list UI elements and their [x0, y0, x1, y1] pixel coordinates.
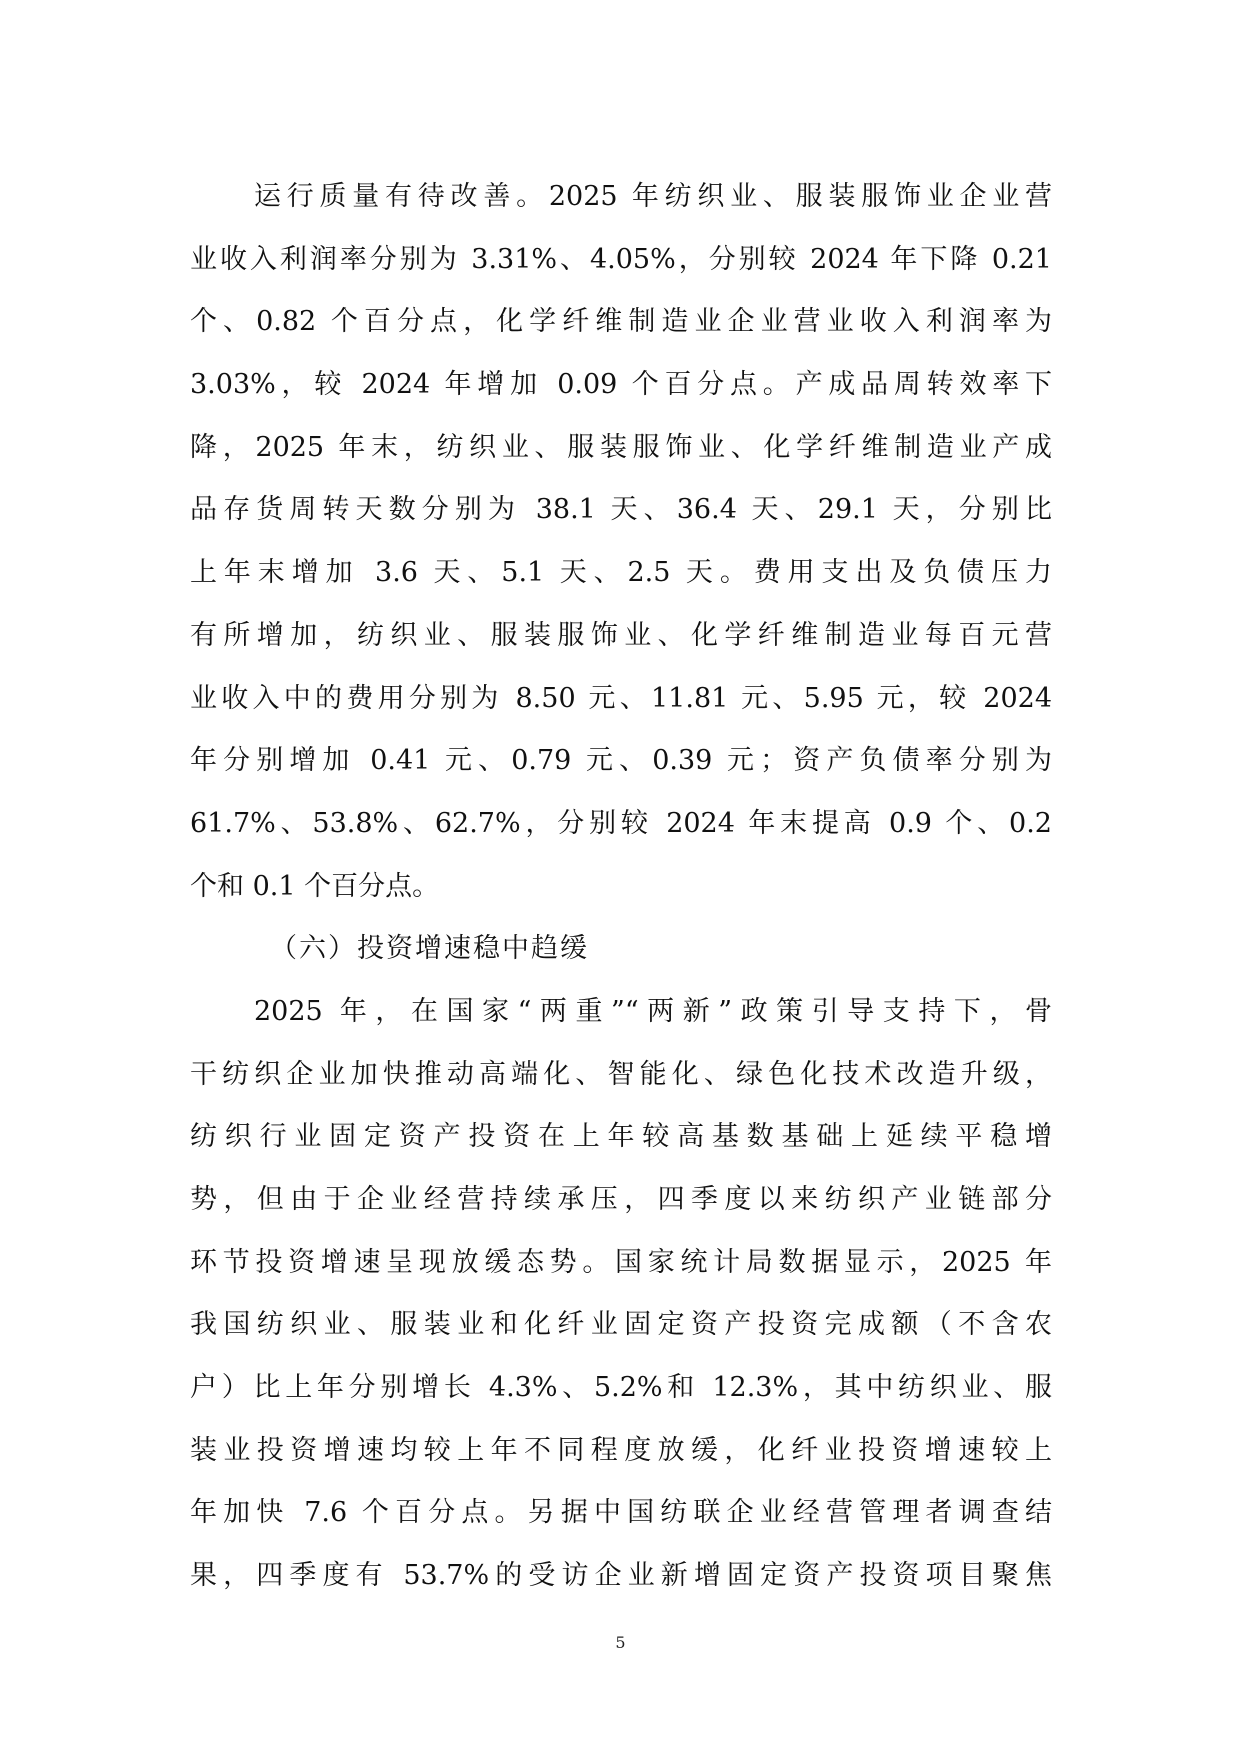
paragraph-line: 个、0.82 个百分点，化学纤维制造业企业营业收入利润率为 — [190, 306, 1052, 338]
paragraph-line: 上年末增加 3.6 天、5.1 天、2.5 天。费用支出及负债压力 — [190, 557, 1052, 589]
paragraph-line: 果，四季度有 53.7%的受访企业新增固定资产投资项目聚焦 — [190, 1560, 1052, 1592]
paragraph-line: 环节投资增速呈现放缓态势。国家统计局数据显示，2025 年 — [190, 1246, 1052, 1278]
paragraph-line: 我国纺织业、服装业和化纤业固定资产投资完成额（不含农 — [190, 1309, 1052, 1341]
page-number: 5 — [615, 1633, 626, 1652]
paragraph-line: 业收入利润率分别为 3.31%、4.05%，分别较 2024 年下降 0.21 — [190, 243, 1052, 275]
paragraph-line: 个和 0.1 个百分点。 — [190, 870, 440, 902]
paragraph-line: 2025 年，在国家“两重”“两新”政策引导支持下，骨 — [254, 995, 1052, 1027]
paragraph-line: 装业投资增速均较上年不同程度放缓，化纤业投资增速较上 — [190, 1434, 1052, 1466]
page-content — [190, 166, 1052, 1608]
paragraph-line: 年分别增加 0.41 元、0.79 元、0.39 元；资产负债率分别为 — [190, 745, 1052, 777]
paragraph-line: 3.03%，较 2024 年增加 0.09 个百分点。产成品周转效率下 — [190, 369, 1052, 401]
paragraph-line: 61.7%、53.8%、62.7%，分别较 2024 年末提高 0.9 个、0.2 — [190, 807, 1052, 839]
paragraph-line: 业收入中的费用分别为 8.50 元、11.81 元、5.95 元，较 2024 — [190, 682, 1052, 714]
paragraph-line: 纺织行业固定资产投资在上年较高基数基础上延续平稳增 — [190, 1121, 1052, 1153]
paragraph-line: 势，但由于企业经营持续承压，四季度以来纺织产业链部分 — [190, 1184, 1052, 1215]
section-heading: （六）投资增速稳中趋缓 — [270, 933, 589, 965]
paragraph-line: 干纺织企业加快推动高端化、智能化、绿色化技术改造升级， — [190, 1058, 1052, 1090]
paragraph-line: 有所增加，纺织业、服装服饰业、化学纤维制造业每百元营 — [190, 619, 1052, 651]
paragraph-line: 降，2025 年末，纺织业、服装服饰业、化学纤维制造业产成 — [190, 431, 1052, 463]
paragraph-line: 户）比上年分别增长 4.3%、5.2%和 12.3%，其中纺织业、服 — [190, 1372, 1052, 1404]
paragraph-line: 年加快 7.6 个百分点。另据中国纺联企业经营管理者调查结 — [190, 1497, 1052, 1529]
paragraph-line: 运行质量有待改善。2025 年纺织业、服装服饰业企业营 — [254, 181, 1052, 212]
paragraph-line: 品存货周转天数分别为 38.1 天、36.4 天、29.1 天，分别比 — [190, 494, 1052, 526]
